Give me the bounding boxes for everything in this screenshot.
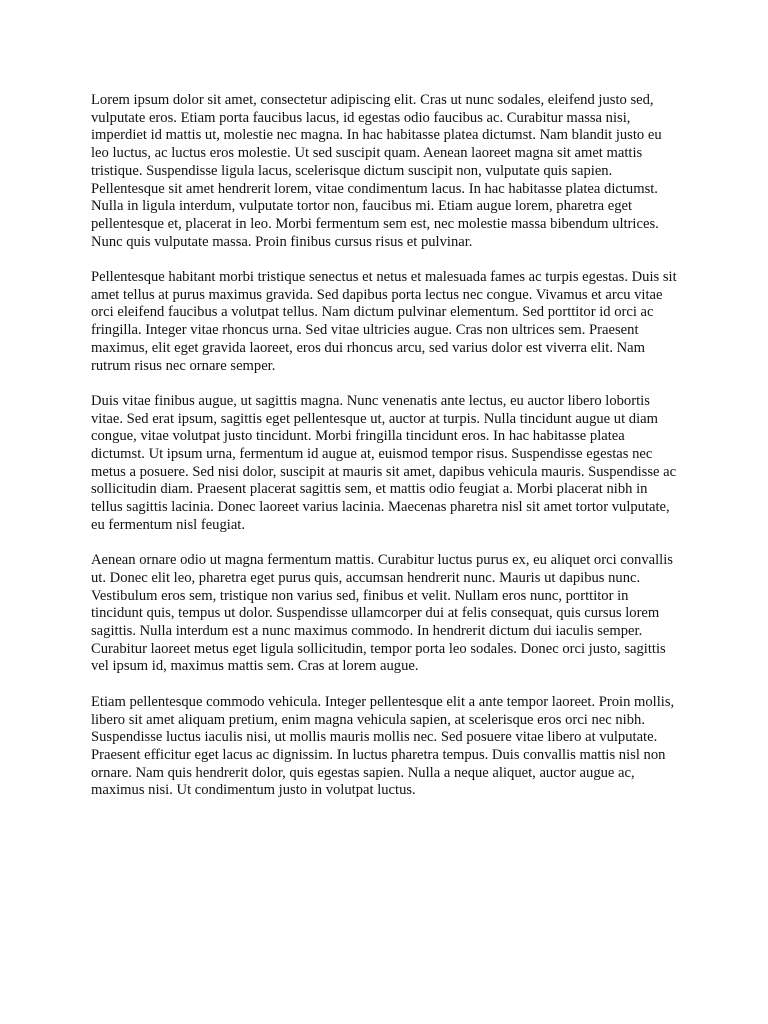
- paragraph-3: Duis vitae finibus augue, ut sagittis magna. Nunc venenatis ante lectus, eu auctor libero lobortis vitae. Sed erat ipsum, sagittis eget pellentesque ut, auctor at turpis. Nulla tincidunt augue ut diam congue, vitae volutpat justo tincidunt. Morbi fringilla tincidunt eros. In hac habitasse platea dictumst. Ut ipsum urna, fermentum id augue at, euismod tempor risus. Suspendisse egestas nec metus a posuere. Sed nisi dolor, suscipit at mauris sit amet, dapibus vehicula mauris. Suspendisse ac sollicitudin diam. Praesent placerat sagittis sem, et mattis odio feugiat a. Morbi placerat nibh in tellus sagittis lacinia. Donec laoreet varius lacinia. Maecenas pharetra nisl sit amet tortor vulputate, eu fermentum nisl feugiat.: [91, 392, 677, 533]
- paragraph-2: Pellentesque habitant morbi tristique senectus et netus et malesuada fames ac turpis egestas. Duis sit amet tellus at purus maximus gravida. Sed dapibus porta lectus nec congue. Vivamus et arcu vitae orci eleifend faucibus a volutpat tellus. Nam dictum pulvinar elementum. Sed porttitor id orci ac fringilla. Integer vitae rhoncus urna. Sed vitae ultricies augue. Cras non ultrices sem. Praesent maximus, elit eget gravida laoreet, eros dui rhoncus arcu, sed varius dolor est viverra elit. Nam rutrum risus nec ornare semper.: [91, 269, 677, 374]
- document-body: [91, 92, 677, 818]
- paragraph-1: Lorem ipsum dolor sit amet, consectetur adipiscing elit. Cras ut nunc sodales, eleifend justo sed, vulputate eros. Etiam porta faucibus lacus, id egestas odio faucibus ac. Curabitur massa nisi, imperdiet id mattis ut, molestie nec magna. In hac habitasse platea dictumst. Nam blandit justo eu leo luctus, ac luctus eros molestie. Ut sed suscipit quam. Aenean laoreet magna sit amet mattis tristique. Suspendisse ligula lacus, scelerisque dictum suscipit non, vulputate quis sapien. Pellentesque sit amet hendrerit lorem, vitae condimentum lacus. In hac habitasse platea dictumst. Nulla in ligula interdum, vulputate tortor non, faucibus mi. Etiam augue lorem, pharetra eget pellentesque et, placerat in leo. Morbi fermentum sem est, nec molestie massa bibendum ultrices. Nunc quis vulputate massa. Proin finibus cursus risus et pulvinar.: [91, 92, 662, 250]
- paragraph-5: Etiam pellentesque commodo vehicula. Integer pellentesque elit a ante tempor laoreet. Proin mollis, libero sit amet aliquam pretium, enim magna vehicula sapien, at scelerisque eros orci nec nibh. Suspendisse luctus iaculis nisi, ut mollis mauris mollis nec. Sed posuere vitae libero at vulputate. Praesent efficitur eget lacus ac dignissim. In luctus pharetra tempus. Duis convallis mattis nisl non ornare. Nam quis hendrerit dolor, quis egestas sapien. Nulla a neque aliquet, auctor augue ac, maximus nisi. Ut condimentum justo in volutpat luctus.: [91, 693, 675, 799]
- paragraph-4: Aenean ornare odio ut magna fermentum mattis. Curabitur luctus purus ex, eu aliquet orci convallis ut. Donec elit leo, pharetra eget purus quis, accumsan hendrerit nunc. Mauris ut dapibus nunc. Vestibulum eros sem, tristique non varius sed, finibus et velit. Nullam eros nunc, porttitor in tincidunt quis, tempus ut dolor. Suspendisse ullamcorper dui at felis consequat, quis cursus lorem sagittis. Nulla interdum est a nunc maximus commodo. In hendrerit dictum dui iaculis semper. Curabitur laoreet metus eget ligula sollicitudin, tempor porta leo sodales. Donec orci justo, sagittis vel ipsum id, maximus mattis sem. Cras at lorem augue.: [91, 552, 673, 675]
